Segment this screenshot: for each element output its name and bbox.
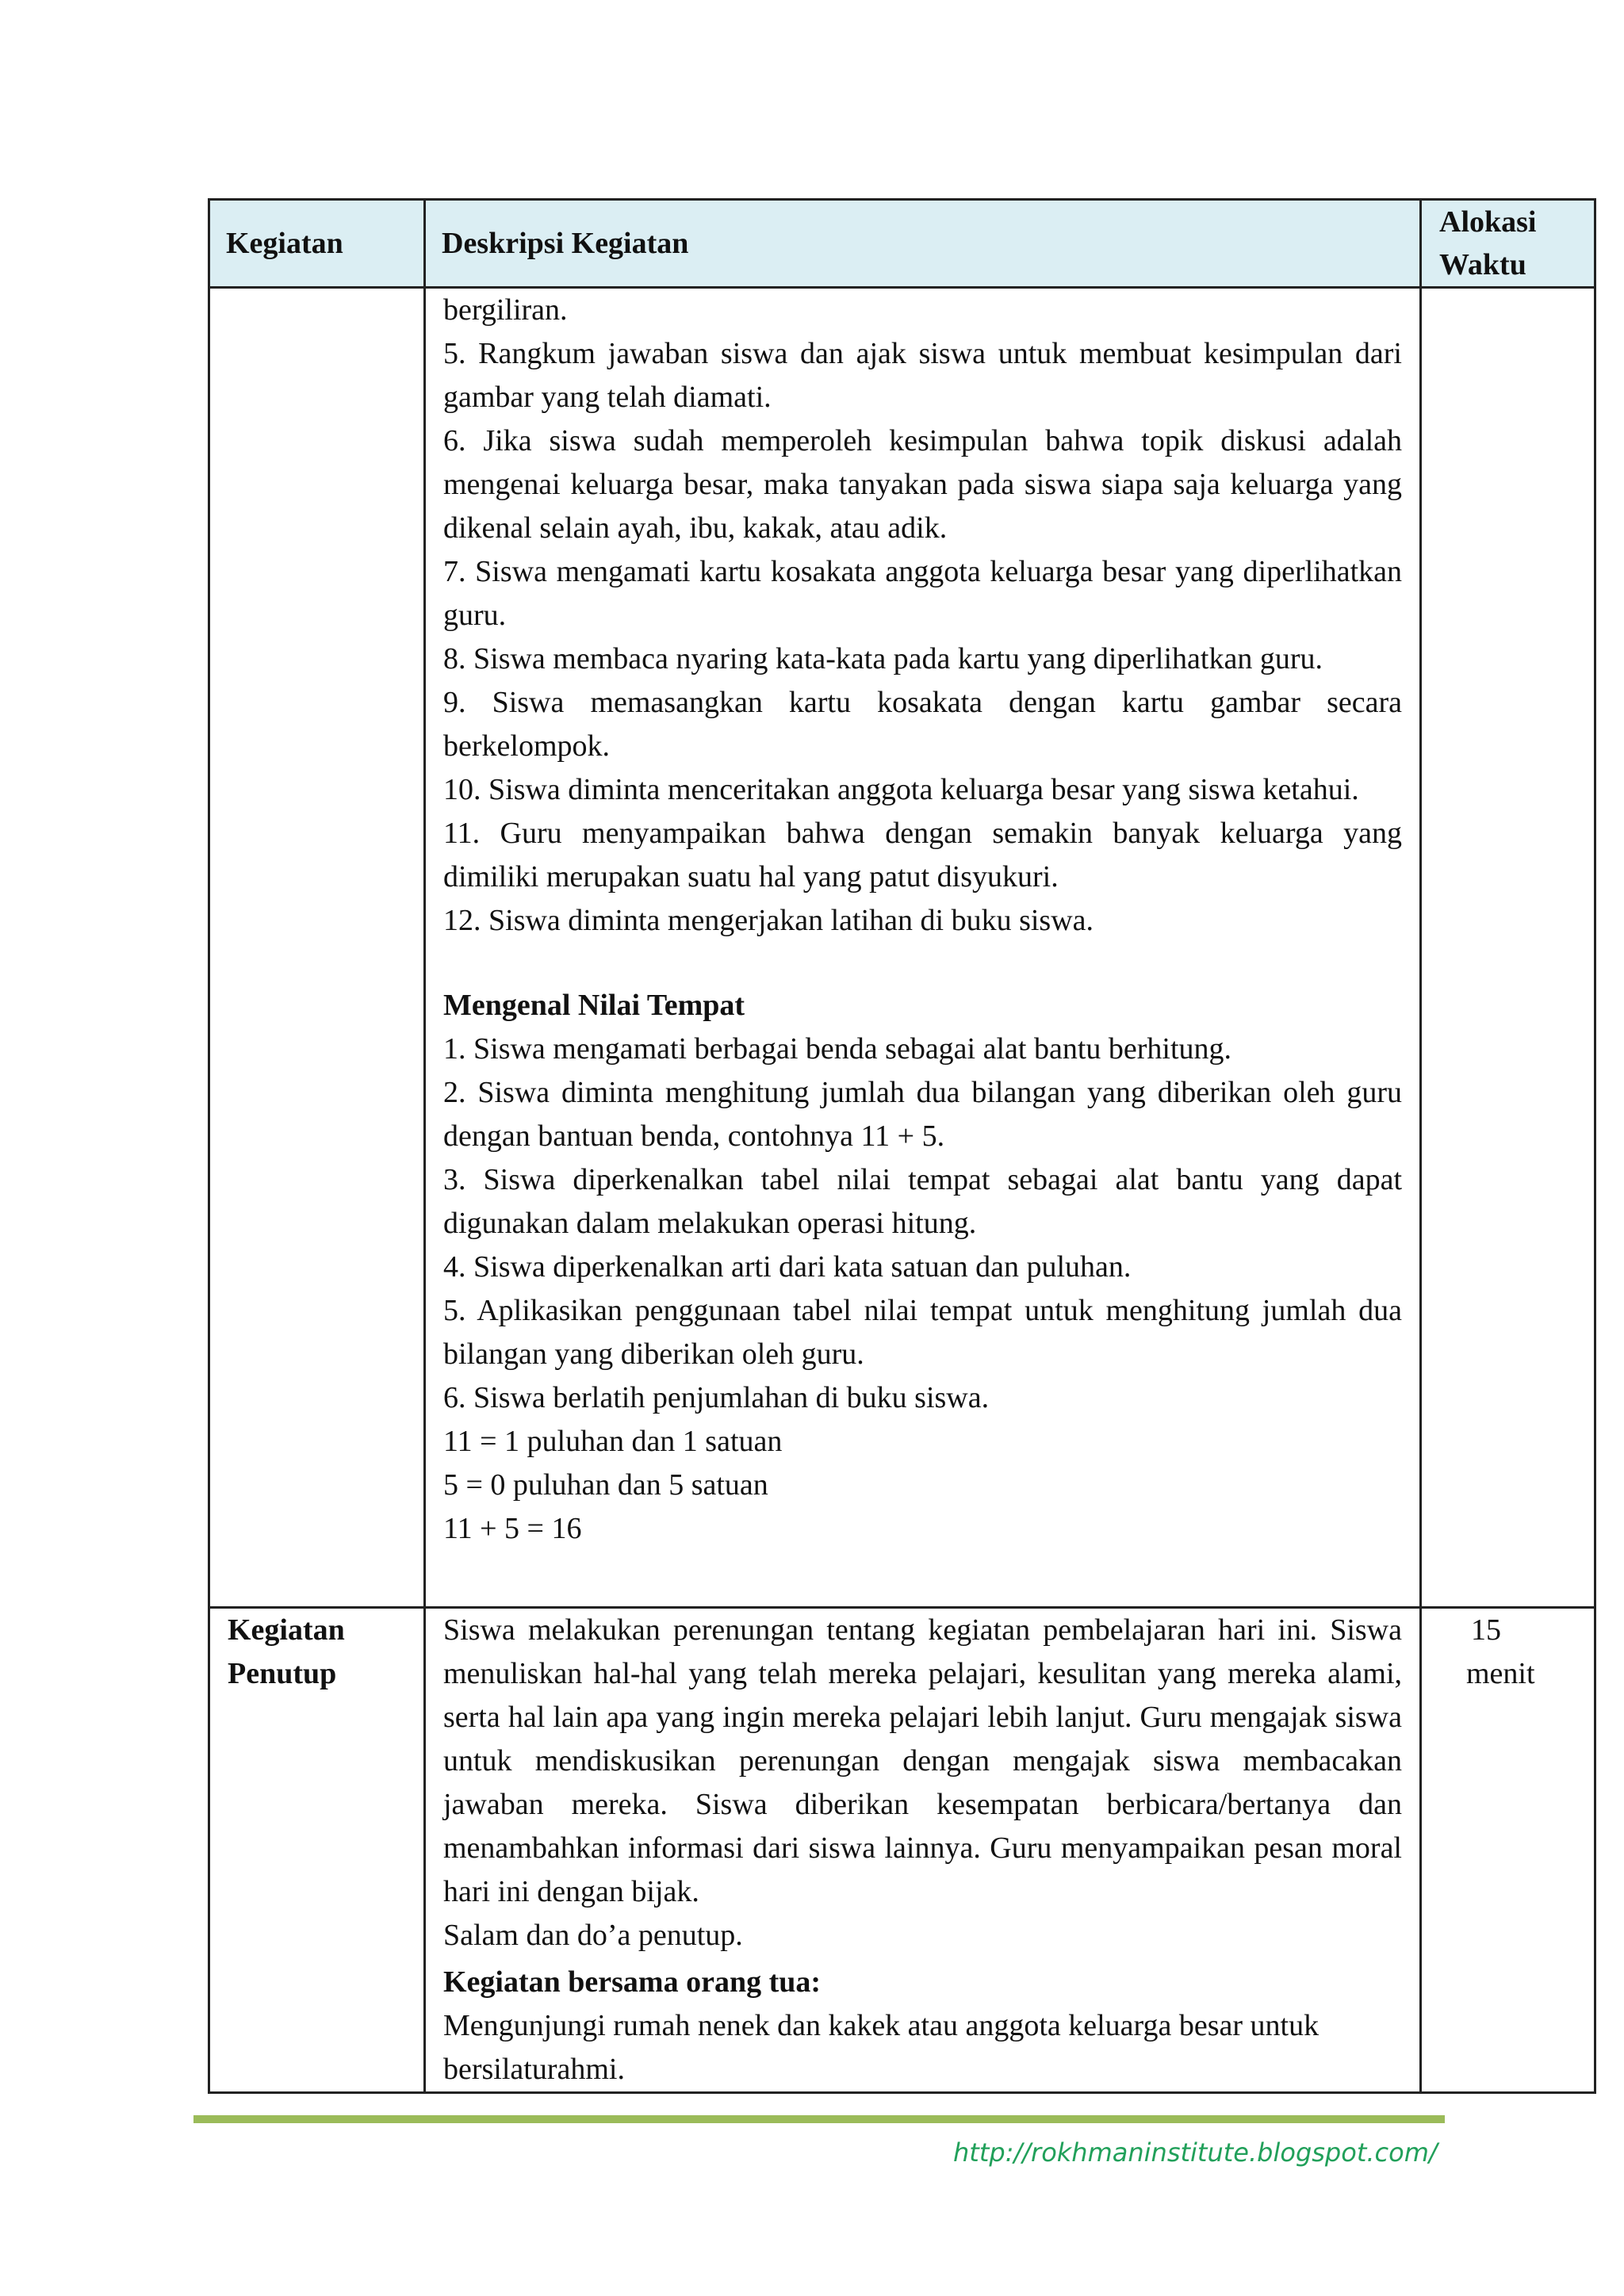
waktu-unit: menit (1466, 1657, 1535, 1690)
header-kegiatan: Kegiatan (209, 200, 425, 288)
desc-line: 3. Siswa diperkenalkan tabel nilai tempat sebagai alat bantu yang dapat digunakan dalam melakukan operasi hitung. (443, 1163, 1402, 1240)
desc-line: bergiliran. (443, 293, 568, 327)
header-alokasi-waktu: Alokasi Waktu (1421, 200, 1595, 288)
desc-line: 5. Aplikasikan penggunaan tabel nilai tempat untuk menghitung jumlah dua bilangan yang diberikan oleh guru. (443, 1294, 1402, 1371)
desc-line: 7. Siswa mengamati kartu kosakata anggota keluarga besar yang diperlihatkan guru. (443, 555, 1402, 632)
footer-rule (193, 2115, 1445, 2123)
cell-deskripsi-inti (425, 288, 1421, 1608)
spacer (443, 943, 1402, 981)
desc-line: 11 + 5 = 16 (443, 1512, 582, 1545)
table-header-row (209, 200, 1595, 288)
desc-paragraph: Siswa melakukan perenungan tentang kegiatan pembelajaran hari ini. Siswa menuliskan hal-hal yang telah mereka pelajari, kesulitan yang mereka alami, serta hal lain apa yang ingin mereka pelajari lebih lanjut. Guru mengajak siswa untuk mendiskusikan perenungan dengan mengajak siswa membacakan jawaban mereka. Siswa diberikan kesempatan berbicara/bertanya dan menambahkan informasi dari siswa lainnya. Guru menyampaikan pesan moral hari ini dengan bijak. (443, 1613, 1402, 1908)
desc-line: 6. Jika siswa sudah memperoleh kesimpulan bahwa topik diskusi adalah mengenai keluarga besar, maka tanyakan pada siswa siapa saja keluarga yang dikenal selain ayah, ibu, kakak, atau adik. (443, 424, 1402, 545)
desc-line: 2. Siswa diminta menghitung jumlah dua bilangan yang diberikan oleh guru dengan bantuan benda, contohnya 11 + 5. (443, 1076, 1402, 1153)
desc-line: 4. Siswa diperkenalkan arti dari kata satuan dan puluhan. (443, 1250, 1132, 1284)
desc-line: 11. Guru menyampaikan bahwa dengan semakin banyak keluarga yang dimiliki merupakan suatu hal yang patut disyukuri. (443, 817, 1402, 894)
desc-line: 10. Siswa diminta menceritakan anggota keluarga besar yang siswa ketahui. (443, 773, 1359, 806)
cell-kegiatan-empty (209, 288, 425, 1608)
kegiatan-label-line1: Kegiatan (228, 1613, 345, 1647)
desc-line: 1. Siswa mengamati berbagai benda sebagai alat bantu berhitung. (443, 1032, 1232, 1066)
cell-waktu-empty (1421, 288, 1595, 1608)
footer-url-link[interactable]: http://rokhmaninstitute.blogspot.com/ (953, 2137, 1438, 2168)
subheading-orang-tua: Kegiatan bersama orang tua: (443, 1965, 822, 1999)
subheading-nilai-tempat: Mengenal Nilai Tempat (443, 989, 745, 1022)
cell-kegiatan-penutup (209, 1608, 425, 2093)
desc-line: 11 = 1 puluhan dan 1 satuan (443, 1425, 783, 1458)
desc-parent-activity: Mengunjungi rumah nenek dan kakek atau anggota keluarga besar untuk bersilaturahmi. (443, 2009, 1320, 2086)
header-deskripsi: Deskripsi Kegiatan (425, 200, 1421, 288)
cell-waktu-penutup (1421, 1608, 1595, 2093)
activity-table (208, 198, 1596, 2094)
desc-closing: Salam dan do’a penutup. (443, 1919, 743, 1952)
desc-line: 12. Siswa diminta mengerjakan latihan di buku siswa. (443, 904, 1094, 937)
desc-line: 5. Rangkum jawaban siswa dan ajak siswa untuk membuat kesimpulan dari gambar yang telah diamati. (443, 337, 1402, 414)
table-row (209, 288, 1595, 1608)
kegiatan-label-line2: Penutup (228, 1657, 337, 1690)
desc-line: 5 = 0 puluhan dan 5 satuan (443, 1468, 768, 1502)
desc-line: 9. Siswa memasangkan kartu kosakata dengan kartu gambar secara berkelompok. (443, 686, 1402, 763)
waktu-value: 15 (1471, 1613, 1501, 1647)
desc-line: 6. Siswa berlatih penjumlahan di buku siswa. (443, 1381, 990, 1414)
table-row (209, 1608, 1595, 2093)
cell-deskripsi-penutup (425, 1608, 1421, 2093)
desc-line: 8. Siswa membaca nyaring kata-kata pada kartu yang diperlihatkan guru. (443, 642, 1323, 675)
